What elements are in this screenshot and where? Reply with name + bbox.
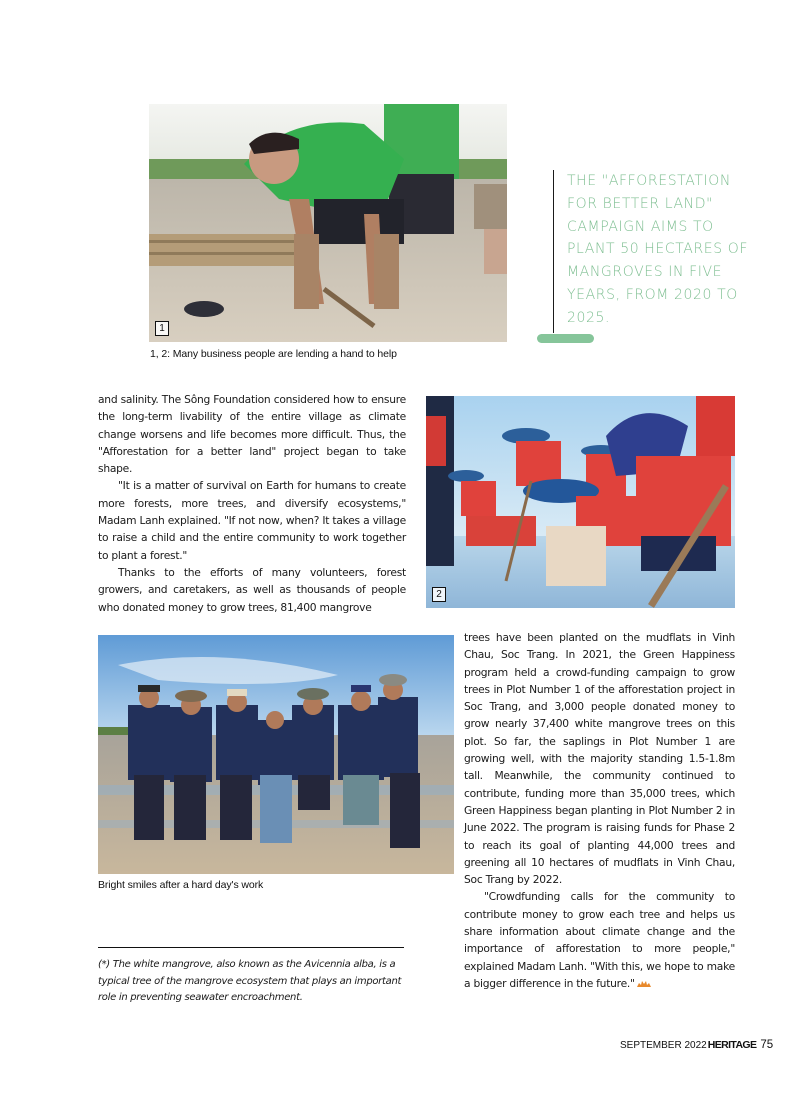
article-column-right [464, 629, 735, 992]
photo-1-image [149, 104, 507, 342]
paragraph-final [464, 888, 735, 992]
photo-number-label: 2 [432, 587, 446, 602]
paragraph: trees have been planted on the mudflats in Vinh Chau, Soc Trang. In 2021, the Green Happiness program held a crowd-funding campaign to grow trees in Plot Number 1 of the afforestation project in Soc Trang, and 3,000 people donated money to grow nearly 37,400 white mangrove trees on this plot. So far, the saplings in Plot Number 1 are growing well, with the majority standing 1.5-1.8m tall. Meanwhile, the community continued to contribute, funding more than 35,000 trees, which Green Happiness began planting in Plot Number 2 in June 2022. The program is raising funds for Phase 2 to reach its goal of planting 44,000 trees and greening all 10 hectares of mudflats in Vinh Chau, Soc Trang by 2022. [464, 631, 735, 887]
page-footer [620, 1039, 773, 1051]
article-column-left [98, 391, 406, 616]
photo-group-workers [98, 635, 454, 874]
paragraph: Thanks to the efforts of many volunteers, forest growers, and caretakers, as well as thousands of people who donated money to grow trees, 81,400 mangrove [98, 565, 406, 614]
pullquote-accent-bar [537, 334, 594, 343]
pullquote [553, 170, 753, 333]
paragraph: and salinity. The Sông Foundation considered how to ensure the long-term livability of the entire village as climate change worsens and life becomes more difficult. Thus, the "Afforestation for a better land" project began to take shape. [98, 393, 406, 476]
footnote: (*) The white mangrove, also known as the Avicennia alba, is a typical tree of the mangrove ecosystem that plays an important role in preventing seawater encroachment. [98, 959, 402, 1003]
page-number: 75 [760, 1039, 774, 1051]
photo-number-label: 1 [155, 321, 169, 336]
photo-2-image [426, 396, 735, 608]
photo-volunteer-planting [149, 104, 507, 342]
magazine-name: HERITAGE [707, 1039, 757, 1051]
issue-date: SEPTEMBER 2022 [620, 1040, 707, 1051]
footnote-divider [98, 947, 404, 948]
paragraph-text: "Crowdfunding calls for the community to contribute money to grow each tree and helps us share information about climate change and the importance of afforestation to more people," explained Madam Lanh. "With this, we hope to make a bigger difference in the future." [464, 890, 735, 990]
photo-volunteers-red-shirts [426, 396, 735, 608]
paragraph: "It is a matter of survival on Earth for humans to create more forests, more trees, and diversify ecosystems," Madam Lanh explained. "If not now, when? It takes a village to raise a child and the entire community to work together to plant a forest." [98, 479, 406, 562]
photo-caption: Bright smiles after a hard day's work [98, 879, 264, 891]
photo-3-image [98, 635, 454, 874]
photo-caption: 1, 2: Many business people are lending a hand to help [150, 348, 397, 360]
pullquote-text: THE "AFFORESTATION FOR BETTER LAND" CAMPAIGN AIMS TO PLANT 50 HECTARES OF MANGROVES IN FIVE YEARS, FROM 2020 TO 2025. [567, 173, 749, 326]
lotus-icon [637, 979, 651, 987]
